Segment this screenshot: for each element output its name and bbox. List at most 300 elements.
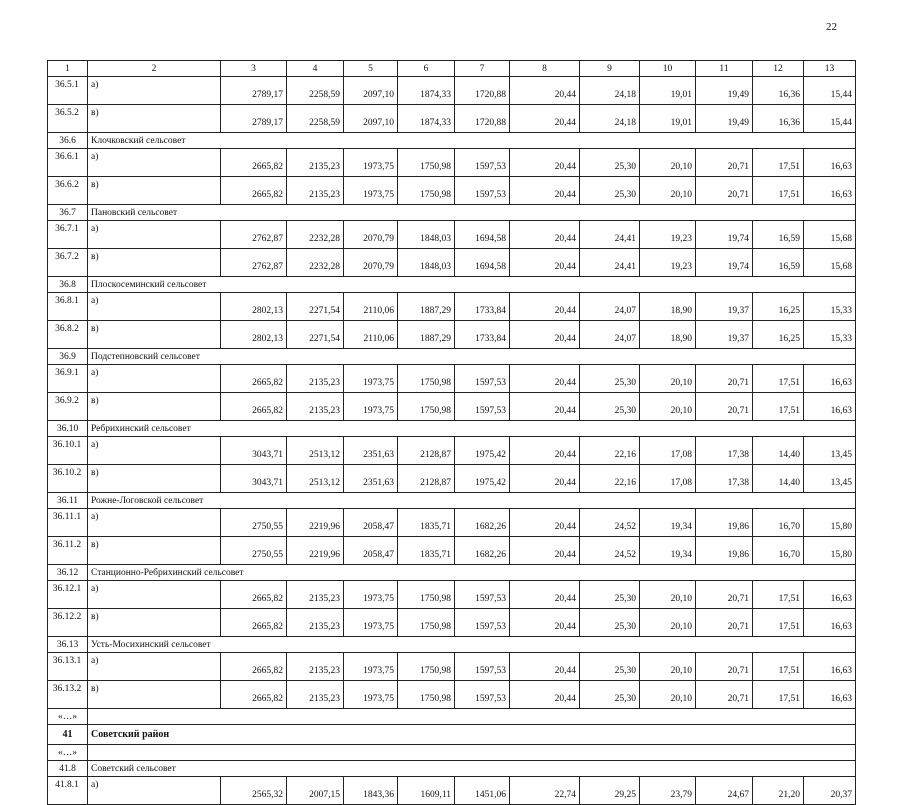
value-cell: 2097,10 xyxy=(344,77,398,105)
value-cell: 2135,23 xyxy=(287,365,344,393)
value-cell: 1597,53 xyxy=(455,653,510,681)
table-row xyxy=(48,105,856,133)
value-cell: 2219,96 xyxy=(287,537,344,565)
row-subtype: а) xyxy=(88,437,221,465)
value-cell: 2665,82 xyxy=(221,653,287,681)
value-cell: 16,63 xyxy=(804,393,856,421)
value-cell: 14,40 xyxy=(753,437,804,465)
value-cell: 19,23 xyxy=(640,249,696,277)
value-cell: 20,44 xyxy=(510,653,580,681)
value-cell: 17,38 xyxy=(696,437,753,465)
row-id: 36.12.1 xyxy=(48,581,88,609)
value-cell: 2007,15 xyxy=(287,777,344,805)
value-cell: 16,36 xyxy=(753,105,804,133)
value-cell: 16,36 xyxy=(753,77,804,105)
value-cell: 1973,75 xyxy=(344,653,398,681)
column-number: 13 xyxy=(804,61,856,77)
value-cell: 20,44 xyxy=(510,393,580,421)
section-title: Пановский сельсовет xyxy=(88,205,856,221)
section-row xyxy=(48,565,856,581)
value-cell: 25,30 xyxy=(580,365,640,393)
row-subtype: а) xyxy=(88,77,221,105)
value-cell: 15,33 xyxy=(804,293,856,321)
value-cell: 24,67 xyxy=(696,777,753,805)
value-cell: 1973,75 xyxy=(344,609,398,637)
value-cell: 2665,82 xyxy=(221,581,287,609)
value-cell: 2789,17 xyxy=(221,105,287,133)
value-cell: 23,79 xyxy=(640,777,696,805)
value-cell: 2110,06 xyxy=(344,293,398,321)
value-cell: 16,63 xyxy=(804,177,856,205)
value-cell: 17,08 xyxy=(640,437,696,465)
row-id: 36.13.1 xyxy=(48,653,88,681)
value-cell: 2271,54 xyxy=(287,321,344,349)
section-title: Клочковский сельсовет xyxy=(88,133,856,149)
value-cell: 1597,53 xyxy=(455,609,510,637)
value-cell: 17,51 xyxy=(753,393,804,421)
column-number: 12 xyxy=(753,61,804,77)
value-cell: 2058,47 xyxy=(344,509,398,537)
value-cell: 20,44 xyxy=(510,437,580,465)
value-cell: 2135,23 xyxy=(287,653,344,681)
value-cell: 1451,06 xyxy=(455,777,510,805)
ellipsis-mark: «…» xyxy=(48,709,88,725)
row-subtype: в) xyxy=(88,321,221,349)
value-cell: 20,44 xyxy=(510,609,580,637)
value-cell: 2070,79 xyxy=(344,249,398,277)
ellipsis-mark: «…» xyxy=(48,745,88,761)
value-cell: 18,90 xyxy=(640,293,696,321)
value-cell: 25,30 xyxy=(580,149,640,177)
row-subtype: в) xyxy=(88,537,221,565)
value-cell: 2665,82 xyxy=(221,365,287,393)
value-cell: 19,86 xyxy=(696,509,753,537)
tariff-table xyxy=(47,60,856,805)
row-subtype: а) xyxy=(88,293,221,321)
value-cell: 20,71 xyxy=(696,609,753,637)
value-cell: 20,71 xyxy=(696,581,753,609)
value-cell: 18,90 xyxy=(640,321,696,349)
value-cell: 17,51 xyxy=(753,653,804,681)
value-cell: 20,44 xyxy=(510,681,580,709)
value-cell: 1973,75 xyxy=(344,149,398,177)
value-cell: 1733,84 xyxy=(455,293,510,321)
value-cell: 21,20 xyxy=(753,777,804,805)
value-cell: 2351,63 xyxy=(344,437,398,465)
value-cell: 2802,13 xyxy=(221,321,287,349)
value-cell: 20,44 xyxy=(510,77,580,105)
value-cell: 22,16 xyxy=(580,437,640,465)
value-cell: 20,71 xyxy=(696,365,753,393)
value-cell: 16,63 xyxy=(804,609,856,637)
value-cell: 2135,23 xyxy=(287,393,344,421)
value-cell: 20,37 xyxy=(804,777,856,805)
value-cell: 2258,59 xyxy=(287,105,344,133)
value-cell: 16,70 xyxy=(753,537,804,565)
table-row xyxy=(48,681,856,709)
value-cell: 1848,03 xyxy=(398,249,455,277)
ellipsis-filler xyxy=(88,709,856,725)
value-cell: 19,49 xyxy=(696,77,753,105)
value-cell: 1609,11 xyxy=(398,777,455,805)
value-cell: 20,71 xyxy=(696,393,753,421)
section-id: 36.13 xyxy=(48,637,88,653)
value-cell: 17,38 xyxy=(696,465,753,493)
section-title: Ребрихинский сельсовет xyxy=(88,421,856,437)
value-cell: 1694,58 xyxy=(455,221,510,249)
column-number: 1 xyxy=(48,61,88,77)
value-cell: 1733,84 xyxy=(455,321,510,349)
value-cell: 1843,36 xyxy=(344,777,398,805)
row-id: 36.8.2 xyxy=(48,321,88,349)
row-id: 36.11.2 xyxy=(48,537,88,565)
value-cell: 20,44 xyxy=(510,221,580,249)
value-cell: 19,74 xyxy=(696,249,753,277)
section-id: 36.10 xyxy=(48,421,88,437)
value-cell: 19,23 xyxy=(640,221,696,249)
value-cell: 16,70 xyxy=(753,509,804,537)
value-cell: 16,63 xyxy=(804,581,856,609)
value-cell: 2232,28 xyxy=(287,249,344,277)
value-cell: 20,71 xyxy=(696,681,753,709)
row-id: 36.7.2 xyxy=(48,249,88,277)
table-row xyxy=(48,537,856,565)
value-cell: 16,63 xyxy=(804,365,856,393)
value-cell: 20,10 xyxy=(640,653,696,681)
value-cell: 19,86 xyxy=(696,537,753,565)
value-cell: 19,01 xyxy=(640,105,696,133)
value-cell: 25,30 xyxy=(580,653,640,681)
row-id: 36.10.1 xyxy=(48,437,88,465)
value-cell: 20,10 xyxy=(640,609,696,637)
table-row xyxy=(48,365,856,393)
row-subtype: в) xyxy=(88,681,221,709)
value-cell: 19,01 xyxy=(640,77,696,105)
value-cell: 2128,87 xyxy=(398,437,455,465)
column-number: 5 xyxy=(344,61,398,77)
value-cell: 1975,42 xyxy=(455,465,510,493)
ellipsis-row xyxy=(48,709,856,725)
value-cell: 20,44 xyxy=(510,581,580,609)
row-id: 36.13.2 xyxy=(48,681,88,709)
value-cell: 20,44 xyxy=(510,293,580,321)
value-cell: 24,07 xyxy=(580,293,640,321)
value-cell: 24,41 xyxy=(580,249,640,277)
value-cell: 1975,42 xyxy=(455,437,510,465)
value-cell: 2135,23 xyxy=(287,581,344,609)
value-cell: 25,30 xyxy=(580,177,640,205)
table-row xyxy=(48,177,856,205)
section-row xyxy=(48,205,856,221)
table-row xyxy=(48,437,856,465)
table-row xyxy=(48,393,856,421)
value-cell: 2665,82 xyxy=(221,177,287,205)
value-cell: 2665,82 xyxy=(221,681,287,709)
column-number: 4 xyxy=(287,61,344,77)
section-title: Подстепновский сельсовет xyxy=(88,349,856,365)
section-row xyxy=(48,349,856,365)
row-id: 36.5.2 xyxy=(48,105,88,133)
value-cell: 19,34 xyxy=(640,509,696,537)
value-cell: 2762,87 xyxy=(221,249,287,277)
value-cell: 1750,98 xyxy=(398,149,455,177)
value-cell: 2665,82 xyxy=(221,149,287,177)
value-cell: 2802,13 xyxy=(221,293,287,321)
value-cell: 22,74 xyxy=(510,777,580,805)
value-cell: 29,25 xyxy=(580,777,640,805)
value-cell: 20,71 xyxy=(696,653,753,681)
row-subtype: а) xyxy=(88,221,221,249)
column-number-row xyxy=(48,61,856,77)
row-subtype: в) xyxy=(88,393,221,421)
section-id: 36.7 xyxy=(48,205,88,221)
value-cell: 2513,12 xyxy=(287,465,344,493)
value-cell: 20,44 xyxy=(510,537,580,565)
value-cell: 1750,98 xyxy=(398,393,455,421)
row-subtype: в) xyxy=(88,609,221,637)
value-cell: 1973,75 xyxy=(344,581,398,609)
table-row xyxy=(48,149,856,177)
table-row xyxy=(48,321,856,349)
value-cell: 25,30 xyxy=(580,609,640,637)
table-row xyxy=(48,581,856,609)
row-id: 36.8.1 xyxy=(48,293,88,321)
section-row xyxy=(48,493,856,509)
column-number: 10 xyxy=(640,61,696,77)
ellipsis-filler xyxy=(88,745,856,761)
value-cell: 16,63 xyxy=(804,681,856,709)
row-subtype: а) xyxy=(88,149,221,177)
value-cell: 2135,23 xyxy=(287,609,344,637)
table-row xyxy=(48,249,856,277)
row-subtype: в) xyxy=(88,105,221,133)
value-cell: 2219,96 xyxy=(287,509,344,537)
value-cell: 2232,28 xyxy=(287,221,344,249)
value-cell: 24,52 xyxy=(580,509,640,537)
value-cell: 20,71 xyxy=(696,177,753,205)
value-cell: 15,80 xyxy=(804,537,856,565)
value-cell: 20,10 xyxy=(640,681,696,709)
value-cell: 1750,98 xyxy=(398,609,455,637)
row-id: 36.9.2 xyxy=(48,393,88,421)
section-title: Усть-Мосихинский сельсовет xyxy=(88,637,856,653)
section-row xyxy=(48,133,856,149)
value-cell: 2110,06 xyxy=(344,321,398,349)
value-cell: 1835,71 xyxy=(398,509,455,537)
row-id: 36.6.2 xyxy=(48,177,88,205)
value-cell: 20,44 xyxy=(510,509,580,537)
value-cell: 1973,75 xyxy=(344,365,398,393)
value-cell: 2271,54 xyxy=(287,293,344,321)
value-cell: 20,10 xyxy=(640,177,696,205)
value-cell: 19,49 xyxy=(696,105,753,133)
value-cell: 16,59 xyxy=(753,249,804,277)
value-cell: 2750,55 xyxy=(221,509,287,537)
section-row xyxy=(48,421,856,437)
value-cell: 3043,71 xyxy=(221,437,287,465)
value-cell: 13,45 xyxy=(804,437,856,465)
value-cell: 1887,29 xyxy=(398,293,455,321)
value-cell: 2351,63 xyxy=(344,465,398,493)
value-cell: 17,51 xyxy=(753,581,804,609)
value-cell: 20,44 xyxy=(510,365,580,393)
district-title: Советский район xyxy=(88,725,856,745)
value-cell: 20,10 xyxy=(640,365,696,393)
value-cell: 17,51 xyxy=(753,149,804,177)
value-cell: 20,44 xyxy=(510,177,580,205)
value-cell: 1973,75 xyxy=(344,393,398,421)
value-cell: 16,25 xyxy=(753,293,804,321)
row-subtype: а) xyxy=(88,509,221,537)
value-cell: 1597,53 xyxy=(455,581,510,609)
value-cell: 2665,82 xyxy=(221,393,287,421)
value-cell: 1973,75 xyxy=(344,177,398,205)
row-subtype: а) xyxy=(88,581,221,609)
row-subtype: а) xyxy=(88,777,221,805)
value-cell: 2762,87 xyxy=(221,221,287,249)
value-cell: 20,44 xyxy=(510,465,580,493)
value-cell: 2097,10 xyxy=(344,105,398,133)
value-cell: 1750,98 xyxy=(398,581,455,609)
row-id: 36.6.1 xyxy=(48,149,88,177)
row-id: 36.7.1 xyxy=(48,221,88,249)
table-row xyxy=(48,77,856,105)
value-cell: 2128,87 xyxy=(398,465,455,493)
value-cell: 24,41 xyxy=(580,221,640,249)
table-row xyxy=(48,609,856,637)
ellipsis-row xyxy=(48,745,856,761)
district-row xyxy=(48,725,856,745)
section-id: 36.6 xyxy=(48,133,88,149)
table-row xyxy=(48,221,856,249)
value-cell: 20,71 xyxy=(696,149,753,177)
value-cell: 24,52 xyxy=(580,537,640,565)
section-id: 41.8 xyxy=(48,761,88,777)
value-cell: 25,30 xyxy=(580,393,640,421)
value-cell: 1874,33 xyxy=(398,77,455,105)
value-cell: 1720,88 xyxy=(455,105,510,133)
column-number: 7 xyxy=(455,61,510,77)
value-cell: 19,74 xyxy=(696,221,753,249)
value-cell: 1597,53 xyxy=(455,177,510,205)
value-cell: 24,18 xyxy=(580,77,640,105)
value-cell: 20,10 xyxy=(640,149,696,177)
section-id: 36.8 xyxy=(48,277,88,293)
value-cell: 25,30 xyxy=(580,581,640,609)
row-id: 36.9.1 xyxy=(48,365,88,393)
row-subtype: в) xyxy=(88,249,221,277)
value-cell: 1973,75 xyxy=(344,681,398,709)
value-cell: 1750,98 xyxy=(398,681,455,709)
value-cell: 16,63 xyxy=(804,149,856,177)
value-cell: 1597,53 xyxy=(455,365,510,393)
row-id: 36.5.1 xyxy=(48,77,88,105)
section-title: Станционно-Ребрихинский сельсовет xyxy=(88,565,856,581)
table-row xyxy=(48,777,856,805)
value-cell: 3043,71 xyxy=(221,465,287,493)
value-cell: 2135,23 xyxy=(287,681,344,709)
value-cell: 1835,71 xyxy=(398,537,455,565)
value-cell: 1597,53 xyxy=(455,393,510,421)
section-title: Рожне-Логовской сельсовет xyxy=(88,493,856,509)
column-number: 2 xyxy=(88,61,221,77)
value-cell: 20,44 xyxy=(510,105,580,133)
column-number: 6 xyxy=(398,61,455,77)
row-subtype: а) xyxy=(88,365,221,393)
page-number: 22 xyxy=(826,21,837,33)
value-cell: 17,51 xyxy=(753,365,804,393)
value-cell: 20,44 xyxy=(510,249,580,277)
value-cell: 20,44 xyxy=(510,149,580,177)
value-cell: 2565,32 xyxy=(221,777,287,805)
value-cell: 19,34 xyxy=(640,537,696,565)
value-cell: 24,07 xyxy=(580,321,640,349)
value-cell: 20,10 xyxy=(640,581,696,609)
value-cell: 15,68 xyxy=(804,249,856,277)
row-subtype: в) xyxy=(88,177,221,205)
section-id: 36.11 xyxy=(48,493,88,509)
table-row xyxy=(48,653,856,681)
table-row xyxy=(48,509,856,537)
value-cell: 2750,55 xyxy=(221,537,287,565)
value-cell: 16,59 xyxy=(753,221,804,249)
value-cell: 16,63 xyxy=(804,653,856,681)
column-number: 8 xyxy=(510,61,580,77)
value-cell: 1694,58 xyxy=(455,249,510,277)
column-number: 9 xyxy=(580,61,640,77)
row-subtype: а) xyxy=(88,653,221,681)
value-cell: 17,51 xyxy=(753,177,804,205)
value-cell: 16,25 xyxy=(753,321,804,349)
value-cell: 2513,12 xyxy=(287,437,344,465)
value-cell: 19,37 xyxy=(696,321,753,349)
value-cell: 25,30 xyxy=(580,681,640,709)
value-cell: 15,44 xyxy=(804,105,856,133)
value-cell: 1848,03 xyxy=(398,221,455,249)
row-subtype: в) xyxy=(88,465,221,493)
row-id: 36.12.2 xyxy=(48,609,88,637)
value-cell: 2070,79 xyxy=(344,221,398,249)
section-row xyxy=(48,637,856,653)
value-cell: 13,45 xyxy=(804,465,856,493)
value-cell: 1874,33 xyxy=(398,105,455,133)
value-cell: 2665,82 xyxy=(221,609,287,637)
value-cell: 15,80 xyxy=(804,509,856,537)
section-title: Советский сельсовет xyxy=(88,761,856,777)
value-cell: 20,10 xyxy=(640,393,696,421)
section-id: 36.9 xyxy=(48,349,88,365)
table-row xyxy=(48,465,856,493)
value-cell: 15,33 xyxy=(804,321,856,349)
value-cell: 1682,26 xyxy=(455,537,510,565)
value-cell: 14,40 xyxy=(753,465,804,493)
value-cell: 2135,23 xyxy=(287,149,344,177)
row-id: 36.11.1 xyxy=(48,509,88,537)
value-cell: 1597,53 xyxy=(455,149,510,177)
value-cell: 2258,59 xyxy=(287,77,344,105)
value-cell: 15,44 xyxy=(804,77,856,105)
value-cell: 1682,26 xyxy=(455,509,510,537)
value-cell: 2058,47 xyxy=(344,537,398,565)
value-cell: 1887,29 xyxy=(398,321,455,349)
row-id: 36.10.2 xyxy=(48,465,88,493)
section-row xyxy=(48,277,856,293)
column-number: 11 xyxy=(696,61,753,77)
value-cell: 22,16 xyxy=(580,465,640,493)
value-cell: 15,68 xyxy=(804,221,856,249)
value-cell: 19,37 xyxy=(696,293,753,321)
value-cell: 1750,98 xyxy=(398,177,455,205)
